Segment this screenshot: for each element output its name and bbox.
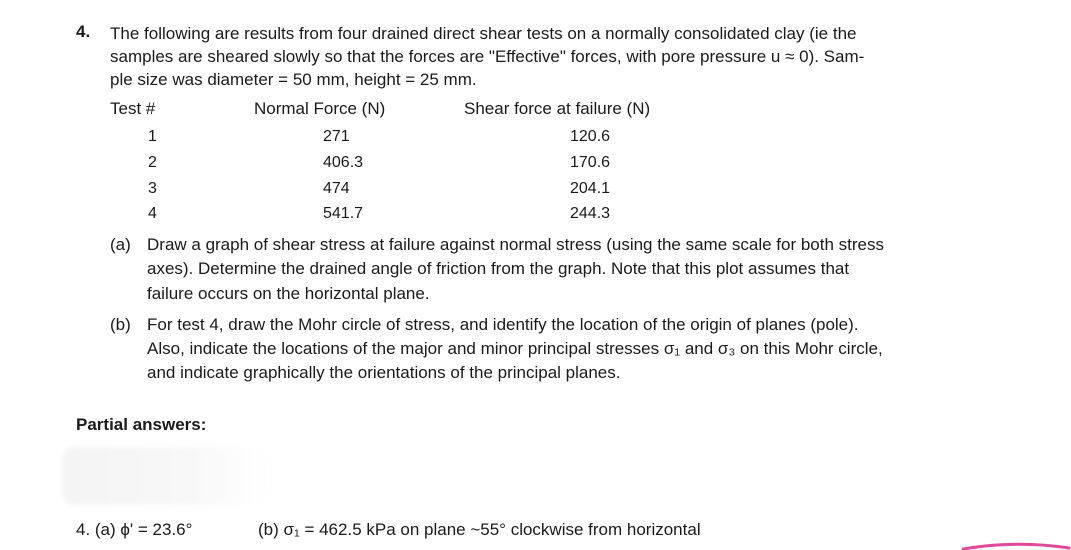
part-b-line-2: Also, indicate the locations of the major and minor principal stresses σ₁ and σ₃ on this Mohr circle, bbox=[147, 339, 883, 358]
table-cell-shear: 244.3 bbox=[570, 205, 611, 222]
partial-answers-heading: Partial answers: bbox=[76, 415, 207, 434]
question-intro-line-2: samples are sheared slowly so that the forces are "Effective" forces, with pore pressure u ≈ 0). Sam- bbox=[110, 47, 865, 66]
question-number: 4. bbox=[76, 22, 91, 41]
table-cell-normal: 406.3 bbox=[323, 154, 364, 171]
part-a-line-2: axes). Determine the drained angle of friction from the graph. Note that this plot assumes that bbox=[147, 259, 850, 278]
part-b-line-3: and indicate graphically the orientations of the principal planes. bbox=[147, 363, 621, 382]
table-cell-shear: 120.6 bbox=[570, 128, 611, 145]
part-b-label: (b) bbox=[110, 315, 131, 334]
redacted-region bbox=[62, 446, 272, 506]
question-intro-line-1: The following are results from four drained direct shear tests on a normally consolidated clay (ie the bbox=[110, 24, 857, 43]
part-a-line-3: failure occurs on the horizontal plane. bbox=[147, 284, 430, 303]
table-header-shear-force: Shear force at failure (N) bbox=[464, 99, 651, 118]
table-header-test: Test # bbox=[110, 99, 156, 118]
pink-marker-stroke bbox=[961, 542, 1071, 550]
question-intro-line-3: ple size was diameter = 50 mm, height = 25 mm. bbox=[110, 70, 477, 89]
table-cell-normal: 271 bbox=[323, 128, 350, 145]
table-cell-normal: 541.7 bbox=[323, 205, 364, 222]
answer-b: (b) σ₁ = 462.5 kPa on plane ~55° clockwise from horizontal bbox=[258, 520, 701, 539]
part-a-line-1: Draw a graph of shear stress at failure against normal stress (using the same scale for both stress bbox=[147, 235, 884, 254]
part-a-label: (a) bbox=[110, 235, 131, 254]
table-cell-test: 4 bbox=[148, 205, 157, 222]
answer-a: 4. (a) ϕ' = 23.6° bbox=[76, 520, 193, 539]
table-cell-test: 3 bbox=[148, 180, 157, 197]
table-cell-test: 2 bbox=[148, 154, 157, 171]
table-header-normal-force: Normal Force (N) bbox=[254, 99, 386, 118]
table-cell-test: 1 bbox=[148, 128, 157, 145]
table-cell-shear: 170.6 bbox=[570, 154, 611, 171]
table-cell-normal: 474 bbox=[323, 180, 350, 197]
table-cell-shear: 204.1 bbox=[570, 180, 611, 197]
part-b-line-1: For test 4, draw the Mohr circle of stress, and identify the location of the origin of planes (pole). bbox=[147, 315, 859, 334]
